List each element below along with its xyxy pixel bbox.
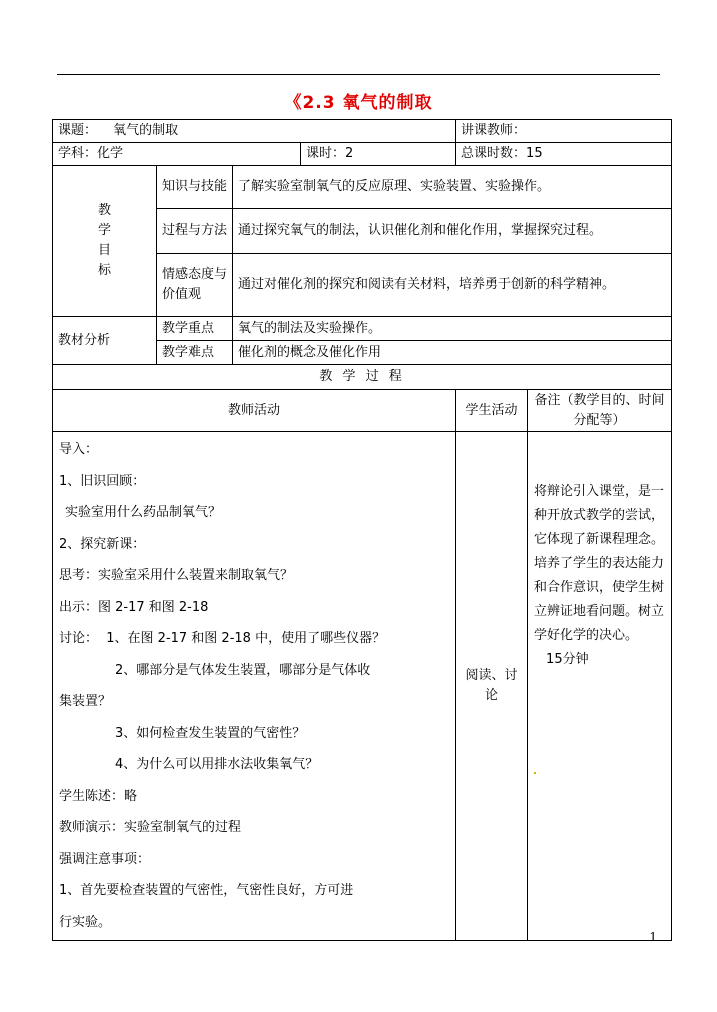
teacher-activity-cell (53, 432, 456, 941)
topic-value: 氧气的制取 (113, 123, 179, 138)
col-teacher-header: 教师活动 (53, 390, 456, 432)
objective-content: 通过对催化剂的探究和阅读有关材料，培养勇于创新的科学精神。 (233, 254, 672, 317)
topic-cell (53, 120, 456, 143)
notes-text: 将辩论引入课堂，是一种开放式教学的尝试，它体现了新课程理念。培养了学生的表达能力和合作意识，使学生树立辨证地看问题。树立学好化学的决心。 (534, 484, 665, 643)
teacher-line: 出示：图 2-17 和图 2-18 (59, 599, 209, 615)
teacher-cell: 讲课教师： (456, 120, 672, 143)
teacher-line: 行实验。 (59, 914, 112, 930)
total-hours-cell: 总课时数：15 (456, 143, 672, 166)
top-rule (57, 74, 660, 75)
notes-cell (528, 432, 672, 941)
analysis-content: 催化剂的概念及催化作用 (233, 341, 672, 365)
objective-content: 了解实验室制氧气的反应原理、实验装置、实验操作。 (233, 166, 672, 209)
teacher-line: 4、为什么可以用排水法收集氧气？ (115, 757, 319, 772)
objectives-label: 教 学 目 标 (53, 166, 157, 317)
page-title: 《2.3 氧气的制取 (284, 93, 433, 113)
teacher-line: 讨论： 1、在图 2-17 和图 2-18 中，使用了哪些仪器？ (59, 631, 386, 646)
objective-category: 知识与技能 (157, 166, 233, 209)
teacher-line: 学生陈述：略 (59, 788, 138, 804)
analysis-category: 教学难点 (157, 341, 233, 365)
teacher-line: 思考：实验室采用什么装置来制取氧气？ (59, 568, 294, 583)
teacher-line: 集装置？ (59, 694, 112, 709)
objective-content: 通过探究氧气的制法，认识催化剂和催化作用，掌握探究过程。 (233, 209, 672, 254)
page-number: 1 (649, 930, 657, 944)
teacher-line: 实验室用什么药品制氧气？ (65, 505, 222, 520)
teacher-line: 2、哪部分是气体发生装置，哪部分是气体收 (115, 662, 371, 678)
teacher-line: 导入： (59, 442, 99, 457)
analysis-content: 氧气的制法及实验操作。 (233, 317, 672, 341)
hours-cell: 课时：2 (301, 143, 456, 166)
col-student-header: 学生活动 (456, 390, 528, 432)
decorative-dot (534, 772, 536, 774)
process-heading: 教 学 过 程 (53, 365, 672, 390)
teacher-line: 强调注意事项： (59, 851, 151, 867)
lesson-plan-table (52, 119, 672, 941)
notes-time: 15分钟 (546, 652, 589, 667)
topic-label: 课题： (58, 123, 98, 138)
subject-cell: 学科：化学 (53, 143, 301, 166)
objective-category: 过程与方法 (157, 209, 233, 254)
teacher-line: 3、如何检查发生装置的气密性？ (115, 725, 306, 741)
teacher-line: 1、首先要检查装置的气密性，气密性良好，方可进 (59, 883, 354, 898)
teacher-line: 2、探究新课： (59, 536, 146, 552)
teacher-line: 1、旧识回顾： (59, 473, 146, 489)
col-notes-header: 备注（教学目的、时间分配等） (528, 390, 672, 432)
student-activity-cell: 阅读、讨论 (456, 432, 528, 941)
analysis-category: 教学重点 (157, 317, 233, 341)
analysis-label: 教材分析 (53, 317, 157, 365)
teacher-line: 教师演示：实验室制氧气的过程 (59, 820, 242, 835)
objective-category: 情感态度与价值观 (157, 254, 233, 317)
